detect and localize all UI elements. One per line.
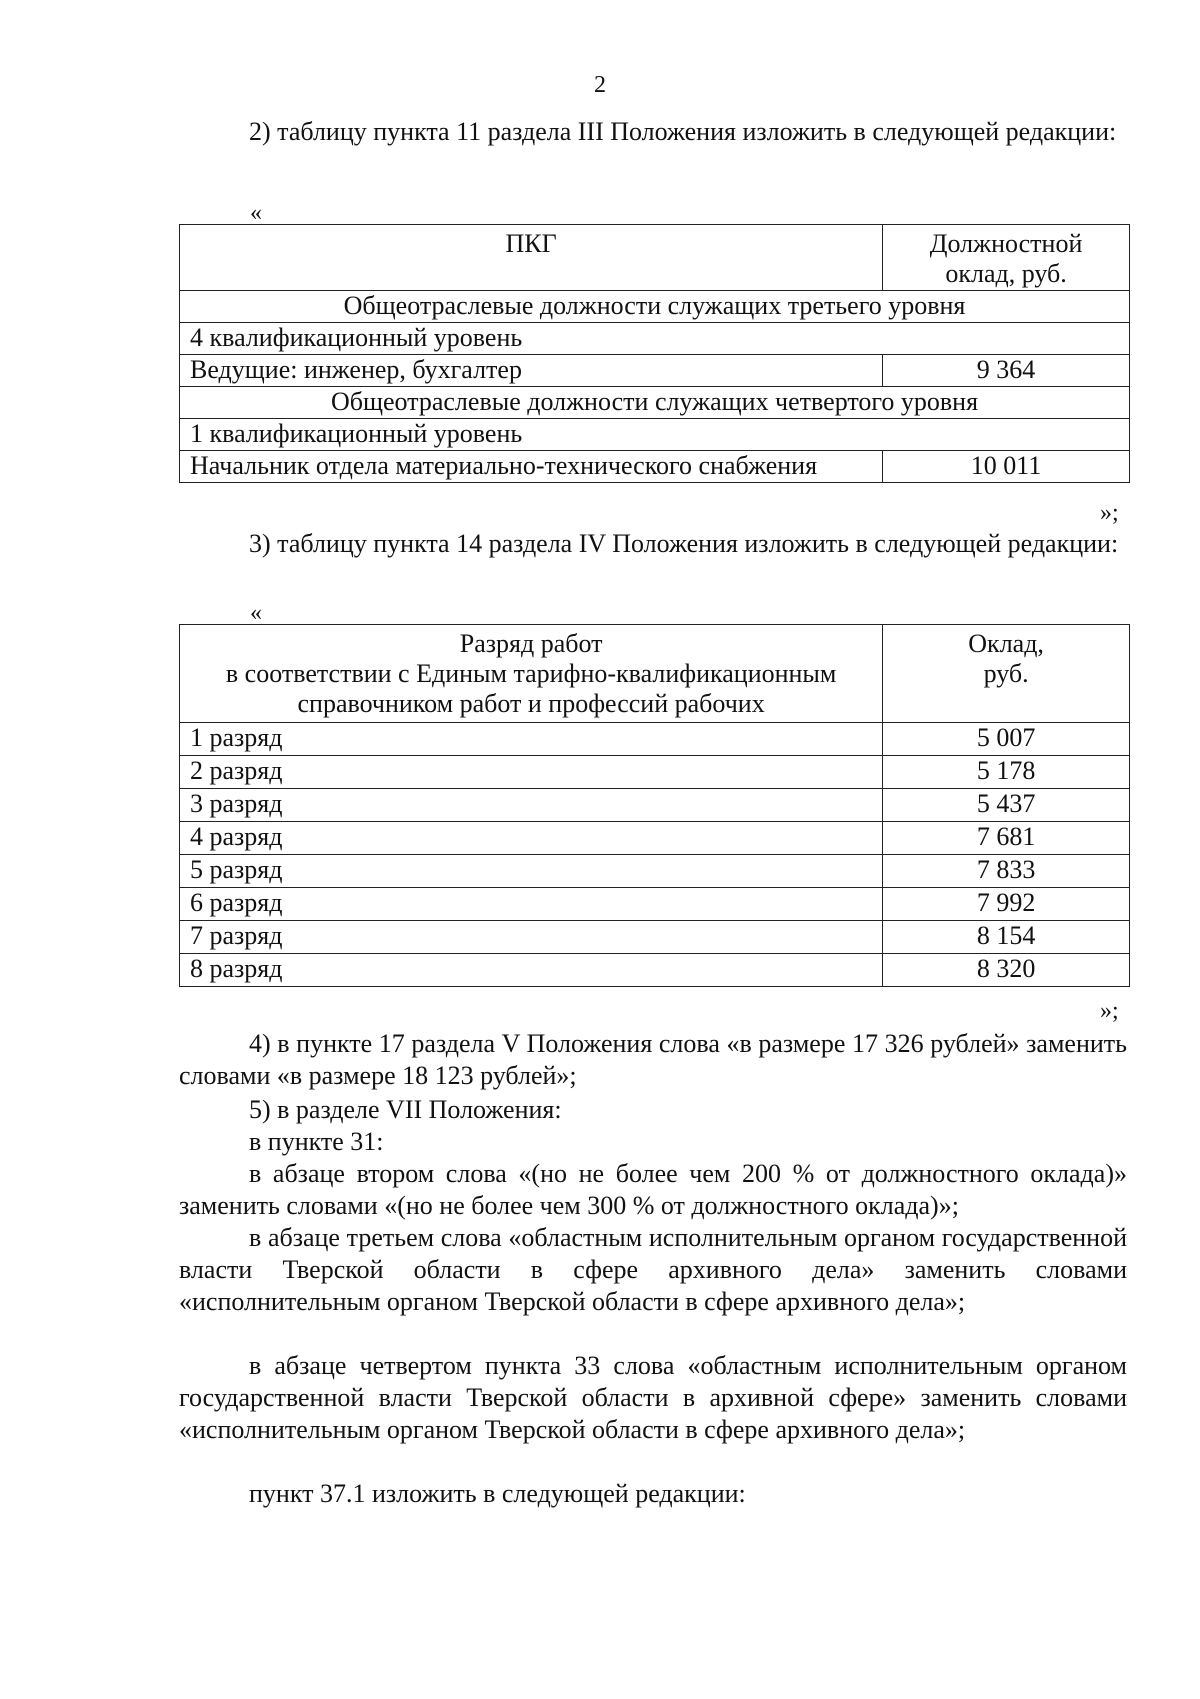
item5-para4: в абзаце четвертом пункта 33 слова «областным исполнительным органом государственной власти Тверской области в архивной сфере» заменить словами «исполнительным органом Тверской области в сфере архивного дела»; [179, 1351, 1127, 1444]
table-row: 7 разряд 8 154 [180, 921, 1130, 954]
item3-intro: 3) таблицу пункта 14 раздела IV Положения изложить в следующей редакции: [249, 529, 1119, 558]
header-grade: Разряд работ в соответствии с Единым тарифно-квалификационным справочником работ и профессий рабочих [180, 625, 883, 723]
item5-para3: в абзаце третьем слова «областным исполнительным органом государственной власти Тверской области в сфере архивного дела» заменить словами «исполнительным органом Тверской области в сфере архивного дела»; [179, 1223, 1127, 1316]
table-level-row: 4 квалификационный уровень [180, 323, 1130, 355]
table-section-row: Общеотраслевые должности служащих третьего уровня [180, 291, 1130, 323]
table-row: 5 разряд 7 833 [180, 855, 1130, 888]
table-header-row [180, 625, 1130, 723]
item5-heading: 5) в разделе VII Положения: [249, 1095, 562, 1124]
item5-point31: в пункте 31: [249, 1127, 384, 1156]
table-row: 3 разряд 5 437 [180, 789, 1130, 822]
table-row: 8 разряд 8 320 [180, 954, 1130, 987]
table-level-row: 1 квалификационный уровень [180, 419, 1130, 451]
table-grade-salaries [179, 624, 1130, 987]
table-header-row [180, 225, 1130, 291]
open-quote-1: « [250, 200, 262, 226]
item5-point371: пункт 37.1 изложить в следующей редакции: [249, 1479, 746, 1508]
table-section-row: Общеотраслевые должности служащих четвертого уровня [180, 387, 1130, 419]
table-pkg-salaries [179, 224, 1130, 483]
page-number: 2 [594, 72, 606, 98]
item4-text: 4) в пункте 17 раздела V Положения слова «в размере 17 326 рублей» заменить словами «в размере 18 123 рублей»; [179, 1029, 1127, 1090]
item2-intro: 2) таблицу пункта 11 раздела III Положения изложить в следующей редакции: [249, 117, 1117, 146]
table-row: 1 разряд 5 007 [180, 723, 1130, 756]
header-pkg: ПКГ [180, 225, 883, 291]
item5-para2: в абзаце втором слова «(но не более чем 200 % от должностного оклада)» заменить словами «(но не более чем 300 % от должностного оклада)»; [179, 1159, 1127, 1220]
table-row: 6 разряд 7 992 [180, 888, 1130, 921]
table-row: 2 разряд 5 178 [180, 756, 1130, 789]
table-row: Ведущие: инженер, бухгалтер 9 364 [180, 355, 1130, 387]
header-salary: Должностной оклад, руб. [883, 225, 1130, 291]
table-row: 4 разряд 7 681 [180, 822, 1130, 855]
close-quote-2: »; [1100, 998, 1119, 1024]
header-salary: Оклад, руб. [883, 625, 1130, 723]
close-quote-1: »; [1100, 500, 1119, 526]
table-row: Начальник отдела материально-технического снабжения 10 011 [180, 451, 1130, 483]
open-quote-2: « [250, 600, 262, 626]
